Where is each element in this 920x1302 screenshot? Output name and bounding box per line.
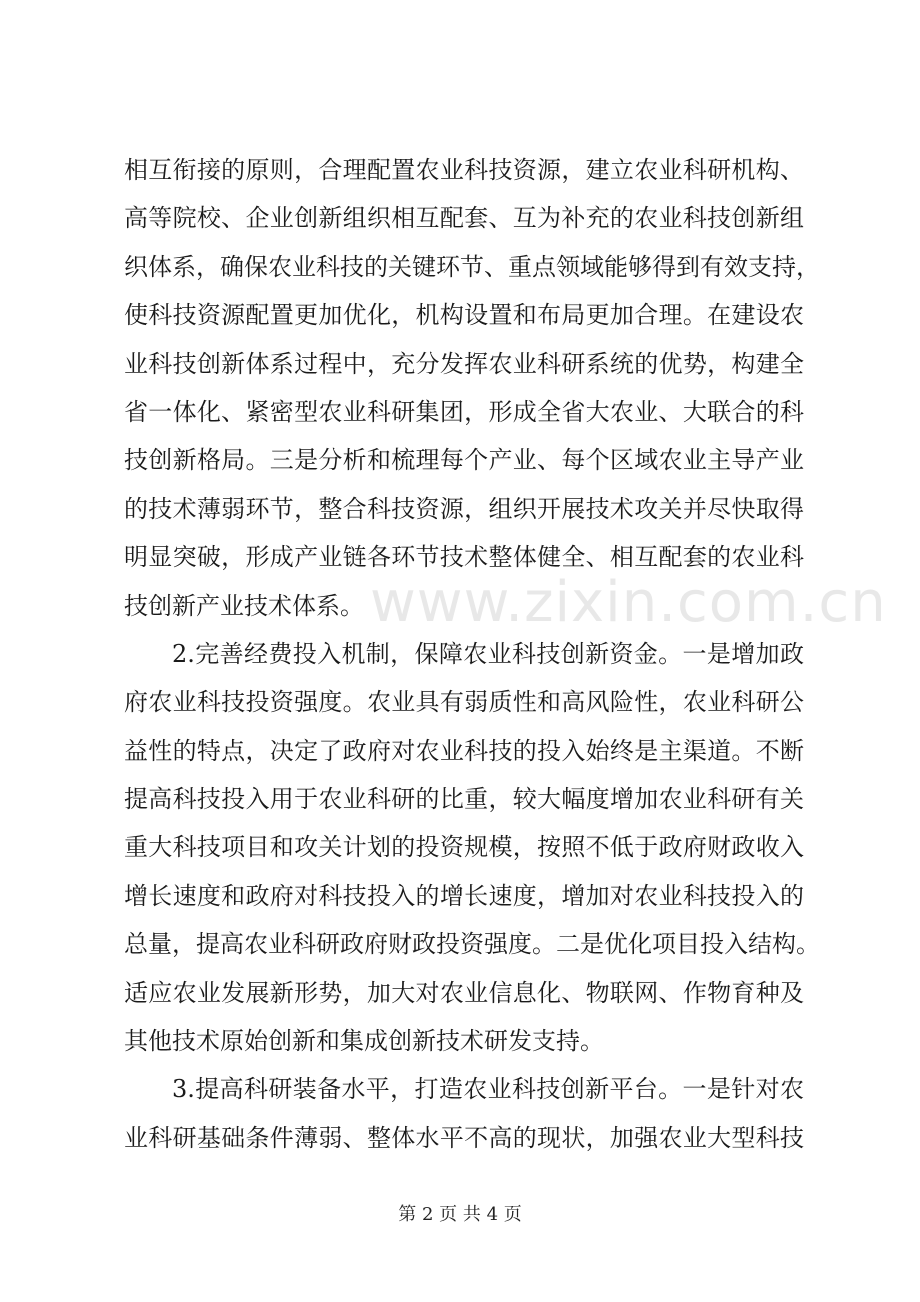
text-line: 高等院校、企业创新组织相互配套、互为补充的农业科技创新组 xyxy=(124,204,804,233)
text-line: 的技术薄弱环节，整合科技资源，组织开展技术攻关并尽快取得 xyxy=(124,494,804,523)
text-line: 适应农业发展新形势，加大对农业信息化、物联网、作物育种及 xyxy=(124,978,804,1007)
text-line: 使科技资源配置更加优化，机构设置和布局更加合理。在建设农 xyxy=(124,301,804,330)
body-text xyxy=(124,146,820,1162)
text-line: 重大科技项目和攻关计划的投资规模，按照不低于政府财政收入 xyxy=(124,833,804,862)
text-line: 总量，提高农业科研政府财政投资强度。二是优化项目投入结构。 xyxy=(124,930,820,959)
text-line: 相互衔接的原则，合理配置农业科技资源，建立农业科研机构、 xyxy=(124,156,804,184)
text-line: 3.提高科研装备水平，打造农业科技创新平台。一是针对农 xyxy=(172,1075,804,1104)
text-line: 织体系，确保农业科技的关键环节、重点领域能够得到有效支持， xyxy=(124,252,820,281)
text-line: 业科研基础条件薄弱、整体水平不高的现状，加强农业大型科技 xyxy=(124,1123,804,1152)
page-footer: 第 2 页 共 4 页 xyxy=(398,1204,522,1225)
text-line: 提高科技投入用于农业科研的比重，较大幅度增加农业科研有关 xyxy=(124,785,804,814)
text-line: 2.完善经费投入机制，保障农业科技创新资金。一是增加政 xyxy=(172,639,804,668)
text-line: 益性的特点，决定了政府对农业科技的投入始终是主渠道。不断 xyxy=(124,736,804,765)
text-line: 明显突破，形成产业链各环节技术整体健全、相互配套的农业科 xyxy=(124,543,804,572)
text-line: 业科技创新体系过程中，充分发挥农业科研系统的优势，构建全 xyxy=(124,349,804,378)
text-line: 其他技术原始创新和集成创新技术研发支持。 xyxy=(124,1027,604,1056)
watermark: www.zixin.com.cn xyxy=(370,570,887,635)
text-line: 府农业科技投资强度。农业具有弱质性和高风险性，农业科研公 xyxy=(124,688,804,717)
paragraph xyxy=(124,630,820,1066)
text-line: 技创新格局。三是分析和梳理每个产业、每个区域农业主导产业 xyxy=(124,446,804,475)
paragraph xyxy=(124,1065,804,1162)
text-line: 增长速度和政府对科技投入的增长速度，增加对农业科技投入的 xyxy=(124,881,804,910)
paragraph xyxy=(124,146,820,630)
text-line: 技创新产业技术体系。 xyxy=(124,591,364,620)
text-line: 省一体化、紧密型农业科研集团，形成全省大农业、大联合的科 xyxy=(124,397,804,426)
